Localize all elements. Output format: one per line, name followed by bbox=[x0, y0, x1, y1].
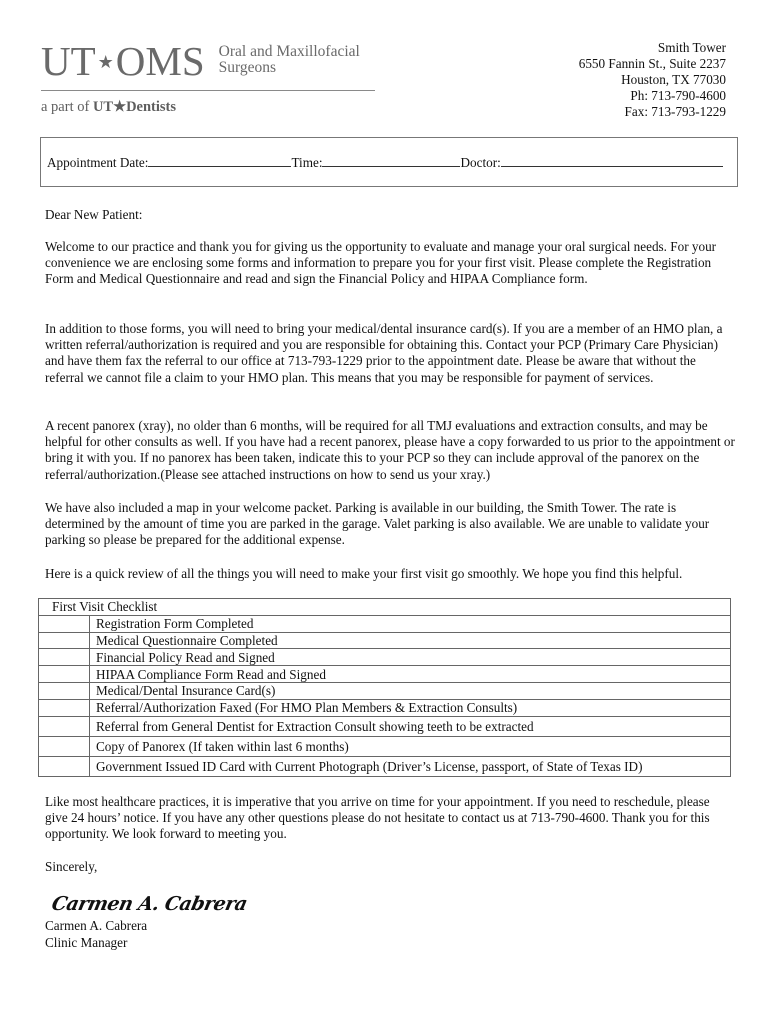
appointment-time-label: Time: bbox=[291, 155, 323, 170]
paragraph-panorex bbox=[45, 418, 735, 483]
appointment-time-field[interactable] bbox=[322, 154, 460, 167]
address-block bbox=[579, 40, 726, 120]
checklist-checkbox[interactable] bbox=[39, 736, 90, 756]
closing-text: Sincerely, bbox=[45, 859, 98, 874]
star-icon: ★ bbox=[97, 52, 114, 72]
paragraph-welcome bbox=[45, 239, 735, 288]
checklist-row bbox=[39, 682, 731, 699]
logo-oms-text: OMS bbox=[115, 38, 205, 84]
checklist-row bbox=[39, 716, 731, 736]
checklist-item: Referral/Authorization Faxed (For HMO Plan Members & Extraction Consults) bbox=[90, 699, 731, 716]
checklist-checkbox[interactable] bbox=[39, 666, 90, 683]
checklist-title: First Visit Checklist bbox=[39, 599, 731, 616]
logo-subtitle-line2: Surgeons bbox=[218, 59, 277, 76]
checklist-item: Government Issued ID Card with Current Photograph (Driver’s License, passport, of State of Texas ID) bbox=[90, 756, 731, 776]
checklist-row bbox=[39, 699, 731, 716]
paragraph-parking-text: We have also included a map in your welcome packet. Parking is available in our building, the Smith Tower. The rate is determined by the amount of time you are parked in the garage. Valet parking is also available. We are unable to validate your parking so please be prepared for the additional expense. bbox=[45, 500, 710, 548]
checklist-checkbox[interactable] bbox=[39, 682, 90, 699]
appointment-fields bbox=[47, 154, 723, 171]
checklist-item: Financial Policy Read and Signed bbox=[90, 649, 731, 666]
paragraph-welcome-text: Welcome to our practice and thank you for giving us the opportunity to evaluate and manage your oral surgical needs. For your convenience we are enclosing some forms and information to prepare you for your first visit. Please complete the Registration Form and Medical Questionnaire and read and sign the Financial Policy and HIPAA Compliance form. bbox=[45, 239, 717, 287]
address-city: Houston, TX 77030 bbox=[621, 72, 726, 87]
paragraph-closing bbox=[45, 794, 735, 843]
signer-name: Carmen A. Cabrera bbox=[45, 918, 148, 933]
signature: Carmen A. Cabrera bbox=[49, 893, 250, 915]
checklist-item: Referral from General Dentist for Extraction Consult showing teeth to be extracted bbox=[90, 716, 731, 736]
address-building: Smith Tower bbox=[657, 40, 726, 55]
checklist-row bbox=[39, 615, 731, 632]
address-street: 6550 Fannin St., Suite 2237 bbox=[578, 56, 726, 71]
appointment-date-label: Appointment Date: bbox=[47, 155, 149, 170]
appointment-date-field[interactable] bbox=[148, 154, 291, 167]
logo-subtitle-line1: Oral and Maxillofacial bbox=[218, 43, 360, 60]
checklist-checkbox[interactable] bbox=[39, 756, 90, 776]
salutation-text: Dear New Patient: bbox=[45, 207, 143, 222]
paragraph-review bbox=[45, 566, 735, 582]
paragraph-parking bbox=[45, 500, 735, 549]
logo-wordmark bbox=[41, 40, 377, 82]
checklist-checkbox[interactable] bbox=[39, 649, 90, 666]
checklist-item: HIPAA Compliance Form Read and Signed bbox=[90, 666, 731, 683]
signer-title: Clinic Manager bbox=[45, 934, 128, 950]
paragraph-insurance-text: In addition to those forms, you will need to bring your medical/dental insurance card(s). If you are a member of an HMO plan, a written referral/authorization is required and you are responsible for obtaining this. Contact your PCP (Primary Care Physician) and have them fax the referral to our office at 713-793-1229 prior to the appointment date. Please be aware that without the referral we cannot file a claim to your HMO plan. This means that you may be responsible for payment of services. bbox=[45, 321, 723, 385]
signer-block bbox=[45, 918, 147, 951]
paragraph-panorex-text: A recent panorex (xray), no older than 6 months, will be required for all TMJ evaluations and extraction consults, and may be helpful for other consults as well. If you have had a recent panorex, please have a copy forwarded to us prior to the appointment or bring it with you. If no panorex has been taken, indicate this to your PCP so they can include approval of the panorex on the referral/authorization.(Please see attached instructions on how to send us your xray.) bbox=[45, 418, 735, 482]
logo-divider bbox=[41, 90, 375, 91]
checklist-row bbox=[39, 736, 731, 756]
checklist-checkbox[interactable] bbox=[39, 699, 90, 716]
checklist-row bbox=[39, 756, 731, 776]
address-fax: Fax: 713-793-1229 bbox=[624, 104, 726, 119]
paragraph-closing-text: Like most healthcare practices, it is imperative that you arrive on time for your appointment. If you need to reschedule, please give 24 hours’ notice. If you have any other questions please do not hesitate to contact us at 713-790-4600. Thank you for this opportunity. We look forward to meeting you. bbox=[45, 794, 710, 842]
first-visit-checklist bbox=[38, 598, 731, 777]
checklist-header-row bbox=[39, 599, 731, 616]
tagline-brand: UT★Dentists bbox=[92, 99, 177, 115]
checklist-checkbox[interactable] bbox=[39, 615, 90, 632]
logo-tagline bbox=[41, 99, 377, 116]
appointment-box bbox=[40, 137, 738, 187]
checklist-item: Medical Questionnaire Completed bbox=[90, 632, 731, 649]
closing bbox=[45, 859, 735, 875]
checklist-row bbox=[39, 666, 731, 683]
checklist-checkbox[interactable] bbox=[39, 716, 90, 736]
practice-logo bbox=[41, 40, 377, 116]
paragraph-review-text: Here is a quick review of all the things you will need to make your first visit go smoothly. We hope you find this helpful. bbox=[45, 566, 683, 581]
salutation bbox=[45, 207, 735, 223]
checklist-item: Registration Form Completed bbox=[90, 615, 731, 632]
address-phone: Ph: 713-790-4600 bbox=[630, 88, 726, 103]
checklist-item: Medical/Dental Insurance Card(s) bbox=[90, 682, 731, 699]
logo-ut-text: UT bbox=[41, 38, 96, 84]
tagline-prefix: a part of bbox=[41, 99, 93, 115]
checklist-checkbox[interactable] bbox=[39, 632, 90, 649]
checklist-item: Copy of Panorex (If taken within last 6 months) bbox=[90, 736, 731, 756]
checklist-row bbox=[39, 649, 731, 666]
appointment-doctor-label: Doctor: bbox=[460, 155, 501, 170]
logo-subtitle bbox=[219, 44, 360, 76]
appointment-doctor-field[interactable] bbox=[501, 154, 723, 167]
paragraph-insurance bbox=[45, 321, 735, 386]
checklist-row bbox=[39, 632, 731, 649]
